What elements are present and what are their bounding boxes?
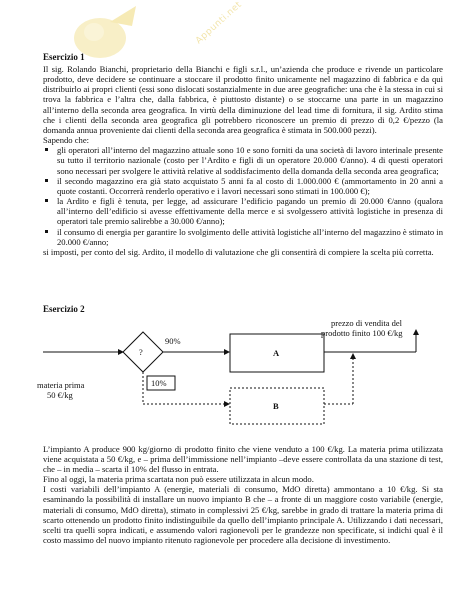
exercise-1 — [43, 52, 443, 257]
decision-diamond — [123, 332, 163, 372]
box-a-label: A — [273, 348, 280, 358]
exercise-1-title: Esercizio 1 — [43, 52, 85, 62]
output-label-line-2: prodotto finito 100 €/kg — [321, 328, 403, 338]
percent-top-label: 90% — [165, 336, 181, 346]
box-b-label: B — [273, 401, 279, 411]
exercise-2-paragraph: I costi variabili dell’impianto A (energie, materiali di consumo, MdO diretta) ammontano a 10 €/kg. Si sta esaminando la possibilità di installare un nuovo impianto B che – a fronte di un maggiore costo variabile (energie, materiali di consumo, MdO diretta), stimato in complessivi 25 €/kg, sarebbe in grado di trattare la materia prima di scarto ottenendo un prodotto finito indistinguibile da quello dell’impianto principale A. Utilizzando i dati necessari, scelti tra quelli sopra indicati, e assumendo valori ragionevoli per le grandezze non specificate, si indichi qual è il costo massimo del nuovo impianto ritenuto ragionevole per procedere alla decisione di investimento. — [43, 484, 443, 545]
process-diagram — [33, 318, 443, 438]
list-item: il consumo di energia per garantire lo svolgimento delle attività logistiche all’interno del magazzino è stimato in 20.000 €/anno; — [43, 227, 443, 247]
output-label-line-1: prezzo di vendita del — [331, 318, 403, 328]
list-item: gli operatori all’interno del magazzino attuale sono 10 e sono forniti da una società di lavoro interinale presente su tutto il territorio nazionale (costo per l’Ardito e figli di un operatore 20.000 €/anno). 4 di questi operatori sono necessari per svolgere le attività relative al soddisfacimento della domanda della seconda area geografica; — [43, 145, 443, 175]
exercise-1-lead: Sapendo che: — [43, 135, 90, 146]
exercise-2-text — [43, 444, 443, 545]
decision-label: ? — [139, 347, 143, 357]
input-label-line-1: materia prima — [37, 380, 85, 390]
exercise-2-paragraph: Fino al oggi, la materia prima scartata non può essere utilizzata in alcun modo. — [43, 474, 314, 485]
exercise-1-intro: Il sig. Rolando Bianchi, proprietario della Bianchi e figli s.r.l., un’azienda che produce e rivende un particolare prodotto, deve decidere se continuare a stoccare il prodotto finito unicamente nel magazzino di fabbrica e da qui distribuirlo ai propri clienti (essi sono dislocati sostanzialmente in due aree geografiche: una che è la stessa in cui si trova la fabbrica e l’altra che, dalla fabbrica, è piuttosto distante) o se stoccarne una parte in un magazzino all’interno della seconda area geografica. In virtù della diminuzione del lead time di fornitura, il sig. Ardito stima che i clienti della seconda area geografica gli potrebbero riconoscere un premio di prezzo di 0,2 €/pezzo (la domanda annua proveniente dai clienti della seconda area geografica è stimata in 500.000 pezzi). — [43, 64, 443, 135]
list-item: il secondo magazzino era già stato acquistato 5 anni fa al costo di 1.000.000 € (ammortamento in 20 anni a quote costanti. Occorrerà renderlo operativo e i lavori necessari sono stimati in 100.000 €); — [43, 176, 443, 196]
exercise-2-paragraph: L’impianto A produce 900 kg/giorno di prodotto finito che viene venduto a 100 €/kg. La materia prima utilizzata viene acquistata a 50 €/kg, e – prima dell’immissione nell’impianto –deve essere controllata da una stazione di test, che – in media – scarta il 10% del flusso in entrata. — [43, 444, 443, 475]
exercise-1-bullet-list — [43, 145, 443, 247]
input-label-line-2: 50 €/kg — [47, 390, 73, 400]
watermark-text: Appunti.net — [194, 0, 245, 47]
list-item: la Ardito e figli è tenuta, per legge, ad assicurare l’edificio pagando un premio di 20.000 €/anno (qualora all’interno dell’edificio si avesse effettivamente della merce e si svolgessero attività logistiche in presenza di operatori tale premio salirebbe a 30.000 €/anno); — [43, 196, 443, 226]
exercise-1-closing: si imposti, per conto del sig. Ardito, il modello di valutazione che gli consentirà di compiere la scelta più corretta. — [43, 246, 434, 257]
percent-box-label: 10% — [151, 378, 167, 388]
exercise-2-title: Esercizio 2 — [43, 304, 85, 314]
